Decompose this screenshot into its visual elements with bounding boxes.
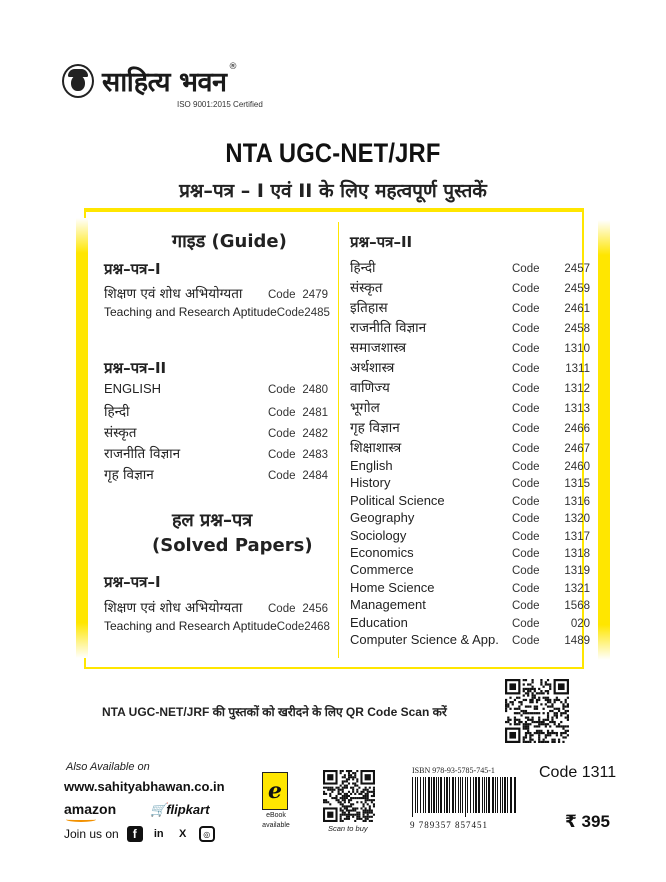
book-row[interactable] — [350, 510, 590, 527]
book-title: English — [350, 458, 393, 473]
book-title: गृह विज्ञान — [104, 467, 154, 483]
book-row[interactable] — [350, 398, 590, 418]
ebook-available-label: available — [262, 822, 290, 829]
book-code: 2459 — [564, 283, 590, 295]
book-row[interactable] — [104, 444, 328, 465]
book-title: संस्कृत — [104, 425, 137, 441]
book-title: वाणिज्य — [350, 380, 390, 396]
book-title: Commerce — [350, 562, 414, 578]
book-code: 1321 — [564, 582, 590, 595]
book-row[interactable] — [104, 402, 328, 423]
book-title: हिन्दी — [350, 260, 376, 276]
guide-paper1-heading: प्रश्न–पत्र–I — [104, 260, 161, 278]
book-title: Computer Science & App. — [350, 631, 499, 647]
column-divider — [338, 222, 339, 658]
book-row[interactable] — [350, 298, 590, 318]
linkedin-icon[interactable]: in — [153, 828, 164, 840]
book-title: अर्थशास्त्र — [350, 360, 395, 376]
book-code: 2484 — [302, 470, 328, 482]
right-paper2-list — [350, 258, 590, 649]
book-title: Political Science — [350, 492, 445, 508]
poet-portrait-icon — [62, 64, 94, 98]
book-code: 1310 — [564, 343, 590, 355]
book-code: 1318 — [564, 547, 590, 560]
book-title: राजनीति विज्ञान — [350, 320, 427, 336]
solved-paper1-list — [104, 598, 328, 640]
book-row[interactable] — [350, 562, 590, 579]
code-label: Code — [512, 363, 540, 375]
book-code: 1489 — [564, 634, 590, 647]
book-row[interactable] — [350, 278, 590, 298]
book-row[interactable] — [350, 438, 590, 458]
frame-top-bar — [84, 208, 584, 212]
code-label: Code — [276, 621, 305, 633]
code-label: Code — [512, 565, 540, 578]
qr-code-small[interactable] — [323, 770, 375, 822]
barcode-digits: 9 789357 857451 — [410, 820, 488, 830]
social-row — [64, 826, 215, 842]
isbn-barcode — [410, 777, 522, 817]
qr-code-large[interactable] — [505, 679, 569, 743]
book-row[interactable] — [104, 423, 328, 444]
isbn-text: ISBN 978-93-5785-745-1 — [412, 766, 495, 775]
flipkart-logo[interactable]: 🛒flipkart — [150, 802, 210, 817]
book-row[interactable] — [350, 475, 590, 492]
book-row[interactable] — [350, 338, 590, 358]
book-code: 2479 — [302, 289, 328, 301]
code-label: Code — [512, 403, 540, 415]
book-code: 2456 — [302, 603, 328, 615]
ebook-badge[interactable] — [262, 772, 290, 830]
guide-paper2-heading: प्रश्न–पत्र–II — [104, 359, 167, 377]
page-subtitle: प्रश्न–पत्र – I एवं II के लिए महत्वपूर्ण पुस्तकें — [179, 180, 487, 202]
code-label: Code — [512, 461, 540, 473]
book-title: शिक्षण एवं शोध अभियोग्यता — [104, 286, 243, 302]
book-row[interactable] — [350, 458, 590, 475]
book-title: Teaching and Research Aptitude — [104, 305, 277, 319]
book-code: 1319 — [564, 565, 590, 578]
book-row[interactable] — [350, 418, 590, 438]
x-twitter-icon[interactable]: X — [179, 828, 187, 840]
brand-name: साहित्य भवन ® — [102, 62, 237, 98]
join-us-label: Join us on — [64, 827, 119, 841]
code-label: Code — [512, 478, 540, 491]
book-code: 1311 — [565, 363, 590, 375]
book-title: शिक्षाशास्त्र — [350, 440, 402, 456]
code-label: Code — [512, 443, 540, 455]
scan-to-buy-label: Scan to buy — [328, 824, 368, 833]
book-code: 1312 — [564, 383, 590, 395]
book-code: 2483 — [302, 449, 328, 461]
book-row[interactable] — [104, 465, 328, 486]
code-label: Code — [512, 383, 540, 395]
amazon-logo[interactable]: amazon — [64, 801, 117, 817]
book-code: 1320 — [564, 513, 590, 526]
book-row[interactable] — [350, 258, 590, 278]
code-label: Code — [268, 384, 296, 396]
code-label: Code — [268, 428, 296, 440]
code-label: Code — [512, 323, 540, 335]
amazon-smile-icon — [66, 817, 96, 822]
iso-certification: ISO 9001:2015 Certified — [177, 100, 263, 109]
code-label: Code — [512, 600, 540, 613]
book-code: 2461 — [564, 303, 590, 315]
ebook-label: eBook — [266, 812, 286, 819]
book-row[interactable] — [350, 545, 590, 562]
book-title: ENGLISH — [104, 381, 162, 396]
book-title: संस्कृत — [350, 280, 383, 296]
right-accent-stripe — [598, 220, 610, 660]
book-code: 1317 — [564, 530, 590, 543]
code-label: Code — [512, 617, 540, 630]
book-row[interactable] — [350, 597, 590, 614]
guide-paper2-list — [104, 381, 328, 486]
right-paper2-heading: प्रश्न–पत्र–II — [350, 233, 413, 251]
code-label: Code — [512, 530, 540, 543]
book-row[interactable] — [104, 284, 328, 305]
code-label: Code — [268, 289, 296, 301]
book-row[interactable] — [350, 528, 590, 545]
brand-logo — [62, 62, 237, 99]
book-code: 1315 — [564, 478, 590, 491]
book-code: 2466 — [564, 423, 590, 435]
flipkart-cart-icon: 🛒 — [150, 802, 167, 817]
code-label: Code — [268, 407, 296, 419]
solved-paper1-heading: प्रश्न–पत्र–I — [104, 573, 161, 591]
qr-scan-prompt: NTA UGC-NET/JRF की पुस्तकों को खरीदने के लिए QR Code Scan करें — [102, 705, 447, 719]
code-label: Code — [512, 283, 540, 295]
book-row[interactable] — [104, 598, 328, 619]
book-title: हिन्दी — [104, 404, 130, 420]
book-row[interactable] — [350, 493, 590, 510]
book-row[interactable] — [350, 358, 590, 378]
book-title: Sociology — [350, 527, 407, 543]
code-label: Code — [512, 547, 540, 560]
book-row[interactable] — [104, 381, 328, 402]
book-code: 2485 — [304, 307, 330, 319]
book-code: 2467 — [564, 443, 590, 455]
book-title: Education — [350, 614, 408, 630]
book-code: 2457 — [564, 263, 590, 275]
code-label: Code — [512, 582, 540, 595]
book-code: 1568 — [564, 600, 590, 613]
solved-heading-english: (Solved Papers) — [152, 535, 313, 556]
also-available-label: Also Available on — [66, 761, 150, 773]
book-title: Management — [350, 597, 426, 613]
book-code: 2481 — [302, 407, 328, 419]
code-label: Code — [512, 303, 540, 315]
code-label: Code — [276, 307, 305, 319]
code-label: Code — [512, 423, 540, 435]
book-title: इतिहास — [350, 300, 388, 316]
book-row[interactable] — [104, 619, 328, 640]
code-label: Code — [268, 470, 296, 482]
solved-heading-hindi: हल प्रश्न–पत्र — [172, 510, 253, 531]
book-code: 2480 — [302, 384, 328, 396]
book-title: राजनीति विज्ञान — [104, 446, 181, 462]
book-title: Teaching and Research Aptitude — [104, 619, 277, 633]
book-title: शिक्षण एवं शोध अभियोग्यता — [104, 600, 243, 616]
book-code: 2468 — [304, 621, 330, 633]
code-label: Code — [268, 449, 296, 461]
price: ₹ 395 — [565, 812, 610, 831]
book-code: 2460 — [564, 461, 590, 473]
book-title: गृह विज्ञान — [350, 420, 400, 436]
book-code: 2482 — [302, 428, 328, 440]
book-code: 1316 — [564, 495, 590, 508]
book-title: Geography — [350, 510, 415, 526]
ebook-icon: e — [262, 772, 288, 810]
book-title: Economics — [350, 544, 414, 560]
code-label: Code — [512, 263, 540, 275]
code-label: Code — [512, 495, 540, 508]
book-row[interactable] — [350, 318, 590, 338]
book-code: 1313 — [564, 403, 590, 415]
book-row[interactable] — [350, 580, 590, 597]
code-label: Code — [512, 513, 540, 526]
book-row[interactable] — [350, 632, 590, 649]
code-label: Code — [512, 343, 540, 355]
book-row[interactable] — [350, 378, 590, 398]
instagram-icon[interactable]: ◎ — [199, 826, 215, 842]
book-title: Home Science — [350, 579, 435, 595]
book-title: समाजशास्त्र — [350, 340, 407, 356]
code-label: Code — [512, 634, 540, 647]
book-title: History — [350, 475, 391, 491]
facebook-icon[interactable]: f — [127, 826, 143, 842]
book-row[interactable] — [350, 615, 590, 632]
left-accent-stripe — [76, 218, 88, 658]
book-title: भूगोल — [350, 400, 380, 416]
guide-paper1-list — [104, 284, 328, 326]
code-label: Code — [268, 603, 296, 615]
page-title: NTA UGC-NET/JRF — [225, 138, 441, 168]
book-code: 020 — [570, 617, 590, 630]
book-code: 2458 — [564, 323, 590, 335]
book-row[interactable] — [104, 305, 328, 326]
website-link[interactable]: www.sahityabhawan.co.in — [64, 779, 225, 794]
guide-heading: गाइड (Guide) — [172, 231, 287, 252]
book-code-label: Code 1311 — [539, 764, 617, 781]
